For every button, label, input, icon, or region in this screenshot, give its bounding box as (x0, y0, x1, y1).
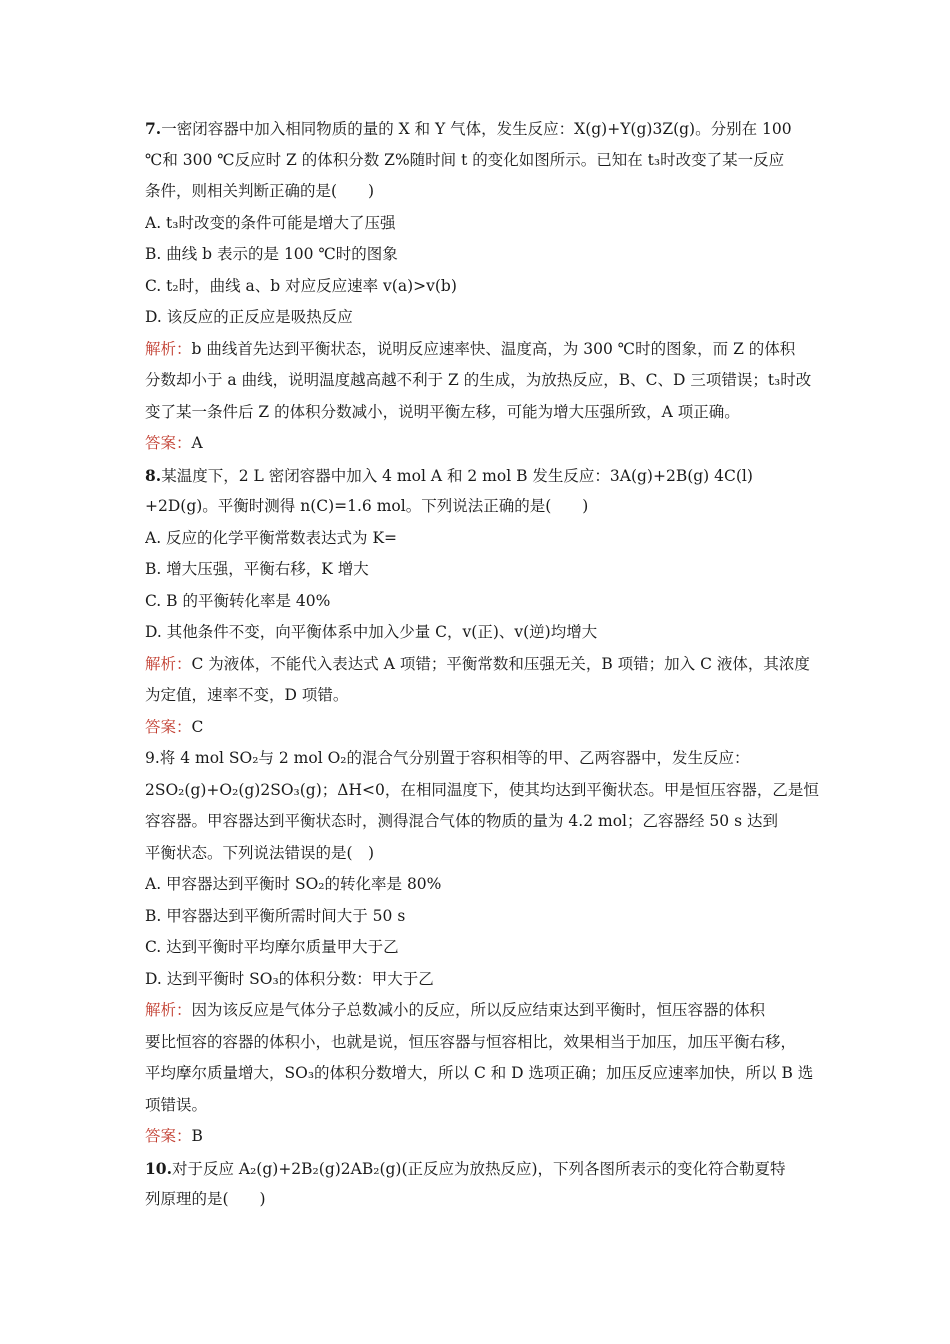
option-a: A. t₃时改变的条件可能是增大了压强 (145, 213, 396, 232)
analysis-line: 解析：因为该反应是气体分子总数减小的反应，所以反应结束达到平衡时，恒压容器的体积 (145, 1001, 766, 1019)
question-8 (145, 460, 820, 744)
analysis-label: 解析： (145, 1001, 192, 1019)
question-10 (145, 1153, 820, 1216)
question-stem-line: 8.某温度下，2 L 密闭容器中加入 4 mol A 和 2 mol B 发生反应：3A(g)+2B(g) 4C(l) (145, 465, 753, 485)
option-d: D. 其他条件不变，向平衡体系中加入少量 C，v(正)、v(逆)均增大 (145, 623, 598, 641)
question-stem-line: 平衡状态。下列说法错误的是( ) (145, 843, 375, 862)
analysis-line: 项错误。 (145, 1095, 208, 1114)
option-c: C. B 的平衡转化率是 40% (145, 591, 331, 610)
answer-line (145, 712, 820, 744)
question-number: 7. (145, 119, 162, 138)
question-stem-line: 列原理的是( ) (145, 1190, 266, 1208)
answer-value: B (191, 1127, 203, 1145)
question-stem-line: 2SO₂(g)+O₂(g)2SO₃(g)；ΔH<0，在相同温度下，使其均达到平衡状态。甲是恒压容器，乙是恒 (145, 780, 819, 799)
option-b: B. 甲容器达到平衡所需时间大于 50 s (145, 906, 406, 925)
analysis-line: 为定值，速率不变，D 项错。 (145, 686, 349, 704)
answer-line (145, 1121, 820, 1153)
option-c: C. 达到平衡时平均摩尔质量甲大于乙 (145, 938, 399, 956)
question-7 (145, 113, 820, 460)
option-d: D. 该反应的正反应是吸热反应 (145, 308, 353, 326)
analysis-line: 解析：b 曲线首先达到平衡状态，说明反应速率快、温度高，为 300 ℃时的图象，而 Z 的体积 (145, 339, 796, 358)
answer-label: 答案： (145, 1127, 192, 1145)
analysis-line: 分数却小于 a 曲线，说明温度越高越不利于 Z 的生成，为放热反应，B、C、D 三项错误；t₃时改 (145, 371, 812, 389)
analysis-label: 解析： (145, 654, 192, 673)
answer-value: C (191, 717, 204, 736)
answer-label: 答案： (145, 434, 192, 452)
question-stem-line: ℃和 300 ℃反应时 Z 的体积分数 Z%随时间 t 的变化如图所示。已知在 t₃时改变了某一反应 (145, 150, 785, 169)
question-stem-line: 9.将 4 mol SO₂与 2 mol O₂的混合气分别置于容积相等的甲、乙两容器中，发生反应： (145, 749, 750, 767)
question-number: 10. (145, 1158, 172, 1178)
question-stem-line: 7.一密闭容器中加入相同物质的量的 X 和 Y 气体，发生反应：X(g)+Y(g)3Z(g)。分别在 100 (145, 119, 792, 138)
option-b: B. 增大压强，平衡右移，K 增大 (145, 560, 369, 578)
question-stem-line: 条件，则相关判断正确的是( ) (145, 182, 375, 200)
analysis-line: 变了某一条件后 Z 的体积分数减小，说明平衡左移，可能为增大压强所致，A 项正确。 (145, 402, 740, 421)
analysis-label: 解析： (145, 339, 192, 358)
analysis-line: 要比恒容的容器的体积小，也就是说，恒压容器与恒容相比，效果相当于加压，加压平衡右移， (145, 1032, 797, 1051)
question-9 (145, 743, 820, 1153)
option-c: C. t₂时，曲线 a、b 对应反应速率 v(a)>v(b) (145, 276, 457, 295)
option-b: B. 曲线 b 表示的是 100 ℃时的图象 (145, 245, 398, 263)
option-a: A. 甲容器达到平衡时 SO₂的转化率是 80% (145, 875, 442, 893)
option-d: D. 达到平衡时 SO₃的体积分数：甲大于乙 (145, 969, 434, 988)
answer-label: 答案： (145, 717, 192, 736)
question-stem-line: 10.对于反应 A₂(g)+2B₂(g)2AB₂(g)(正反应为放热反应)，下列各图所表示的变化符合勒夏特 (145, 1158, 786, 1178)
question-stem-line: +2D(g)。平衡时测得 n(C)=1.6 mol。下列说法正确的是( ) (145, 497, 589, 515)
answer-value: A (191, 434, 203, 452)
question-number: 8. (145, 465, 162, 485)
question-number: 9. (145, 749, 160, 767)
analysis-line: 平均摩尔质量增大，SO₃的体积分数增大，所以 C 和 D 选项正确；加压反应速率加快，所以 B 选 (145, 1064, 814, 1082)
question-stem-line: 容容器。甲容器达到平衡状态时，测得混合气体的物质的量为 4.2 mol；乙容器经 50 s 达到 (145, 812, 778, 830)
analysis-line: 解析：C 为液体，不能代入表达式 A 项错；平衡常数和压强无关，B 项错；加入 C 液体，其浓度 (145, 654, 810, 673)
answer-line (145, 428, 820, 460)
option-a: A. 反应的化学平衡常数表达式为 K= (145, 528, 398, 547)
document-page (145, 113, 820, 1216)
